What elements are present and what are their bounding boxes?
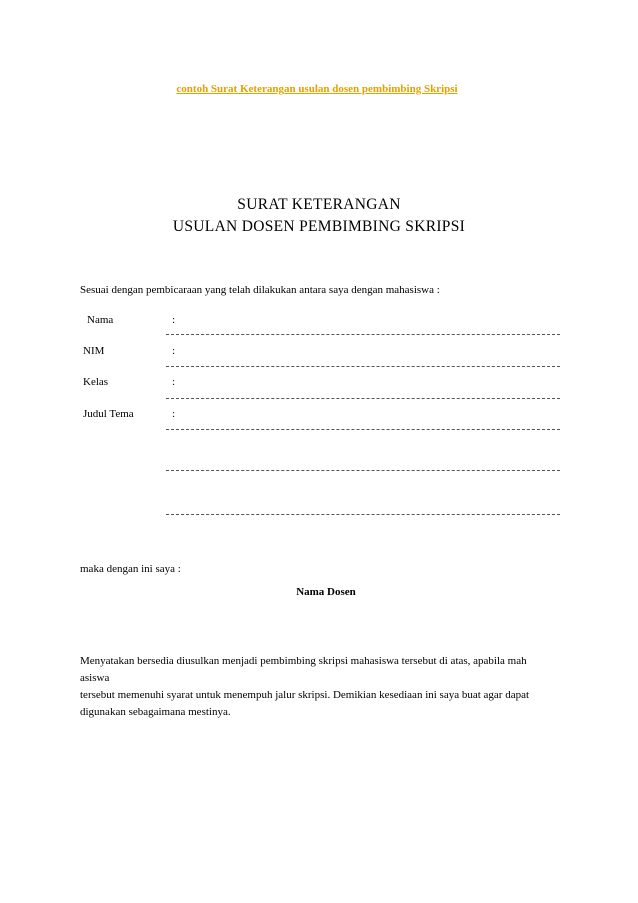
field-label-judul-tema: Judul Tema [83, 408, 134, 420]
letter-title: SURAT KETERANGAN [237, 196, 401, 213]
statement-line-4: digunakan sebagaimana mestinya. [80, 706, 231, 718]
intro-text: Sesuai dengan pembicaraan yang telah dilakukan antara saya dengan mahasiswa : [80, 284, 440, 296]
recipient-name: Nama Dosen [296, 586, 356, 598]
statement-line-1: Menyatakan bersedia diusulkan menjadi pembimbing skripsi mahasiswa tersebut di atas, apabila mah [80, 655, 527, 667]
document-source-link[interactable]: contoh Surat Keterangan usulan dosen pembimbing Skripsi [176, 83, 458, 95]
field-line-judul-tema-2 [166, 470, 560, 471]
letter-subtitle: USULAN DOSEN PEMBIMBING SKRIPSI [172, 218, 466, 235]
closing-intro-text: maka dengan ini saya : [80, 563, 181, 575]
field-colon-judul-tema: : [172, 408, 176, 420]
field-label-nama: Nama [87, 314, 114, 326]
field-label-nim: NIM [83, 345, 105, 357]
statement-line-3: tersebut memenuhi syarat untuk menempuh jalur skripsi. Demikian kesediaan ini saya buat agar dapat [80, 689, 530, 701]
field-colon-kelas: : [172, 376, 176, 388]
field-line-judul-tema-1 [166, 429, 560, 430]
field-line-nim [166, 366, 560, 367]
field-line-kelas [166, 398, 560, 399]
field-line-judul-tema-3 [166, 514, 560, 515]
field-line-nama [166, 334, 560, 335]
field-label-kelas: Kelas [83, 376, 109, 388]
field-colon-nim: : [172, 345, 176, 357]
field-colon-nama: : [172, 314, 176, 326]
statement-line-2: asiswa [80, 672, 110, 684]
